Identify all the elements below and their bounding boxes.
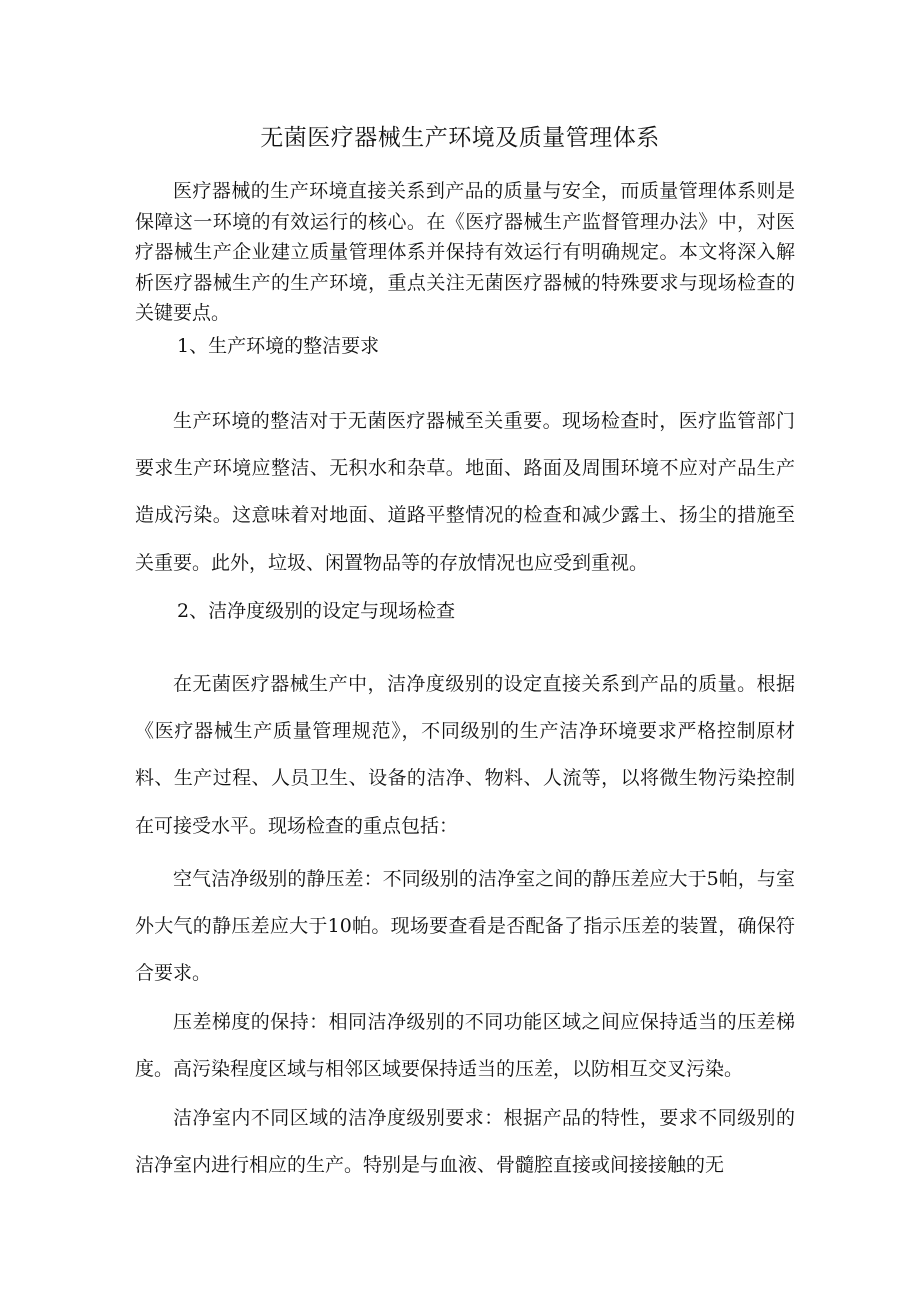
section-2-paragraph: 在无菌医疗器械生产中，洁净度级别的设定直接关系到产品的质量。根据《医疗器械生产质量管理规范》，不同级别的生产洁净环境要求严格控制原材料、生产过程、人员卫生、设备的洁净、物料、人流等，以将微生物污染控制在可接受水平。现场检查的重点包括： <box>135 673 795 837</box>
section-1-heading: 1、生产环境的整洁要求 <box>177 335 380 357</box>
document-title: 无菌医疗器械生产环境及质量管理体系 <box>260 125 660 151</box>
cleanroom-level-paragraph: 洁净室内不同区域的洁净度级别要求：根据产品的特性，要求不同级别的洁净室内进行相应的生产。特别是与血液、骨髓腔直接或间接接触的无 <box>135 1107 795 1176</box>
static-pressure-paragraph: 空气洁净级别的静压差：不同级别的洁净室之间的静压差应大于5帕，与室外大气的静压差应大于10帕。现场要查看是否配备了指示压差的装置，确保符合要求。 <box>135 868 795 984</box>
intro-paragraph: 医疗器械的生产环境直接关系到产品的质量与安全，而质量管理体系则是保障这一环境的有效运行的核心。在《医疗器械生产监督管理办法》中，对医疗器械生产企业建立质量管理体系并保持有效运行有明确规定。本文将深入解析医疗器械生产的生产环境，重点关注无菌医疗器械的特殊要求与现场检查的关键要点。 <box>135 180 795 325</box>
pressure-gradient-paragraph: 压差梯度的保持：相同洁净级别的不同功能区域之间应保持适当的压差梯度。高污染程度区域与相邻区域要保持适当的压差，以防相互交叉污染。 <box>135 1011 795 1080</box>
section-1-paragraph: 生产环境的整洁对于无菌医疗器械至关重要。现场检查时，医疗监管部门要求生产环境应整洁、无积水和杂草。地面、路面及周围环境不应对产品生产造成污染。这意味着对地面、道路平整情况的检查和减少露土、扬尘的措施至关重要。此外，垃圾、闲置物品等的存放情况也应受到重视。 <box>135 410 795 574</box>
section-2-heading: 2、洁净度级别的设定与现场检查 <box>177 600 456 622</box>
